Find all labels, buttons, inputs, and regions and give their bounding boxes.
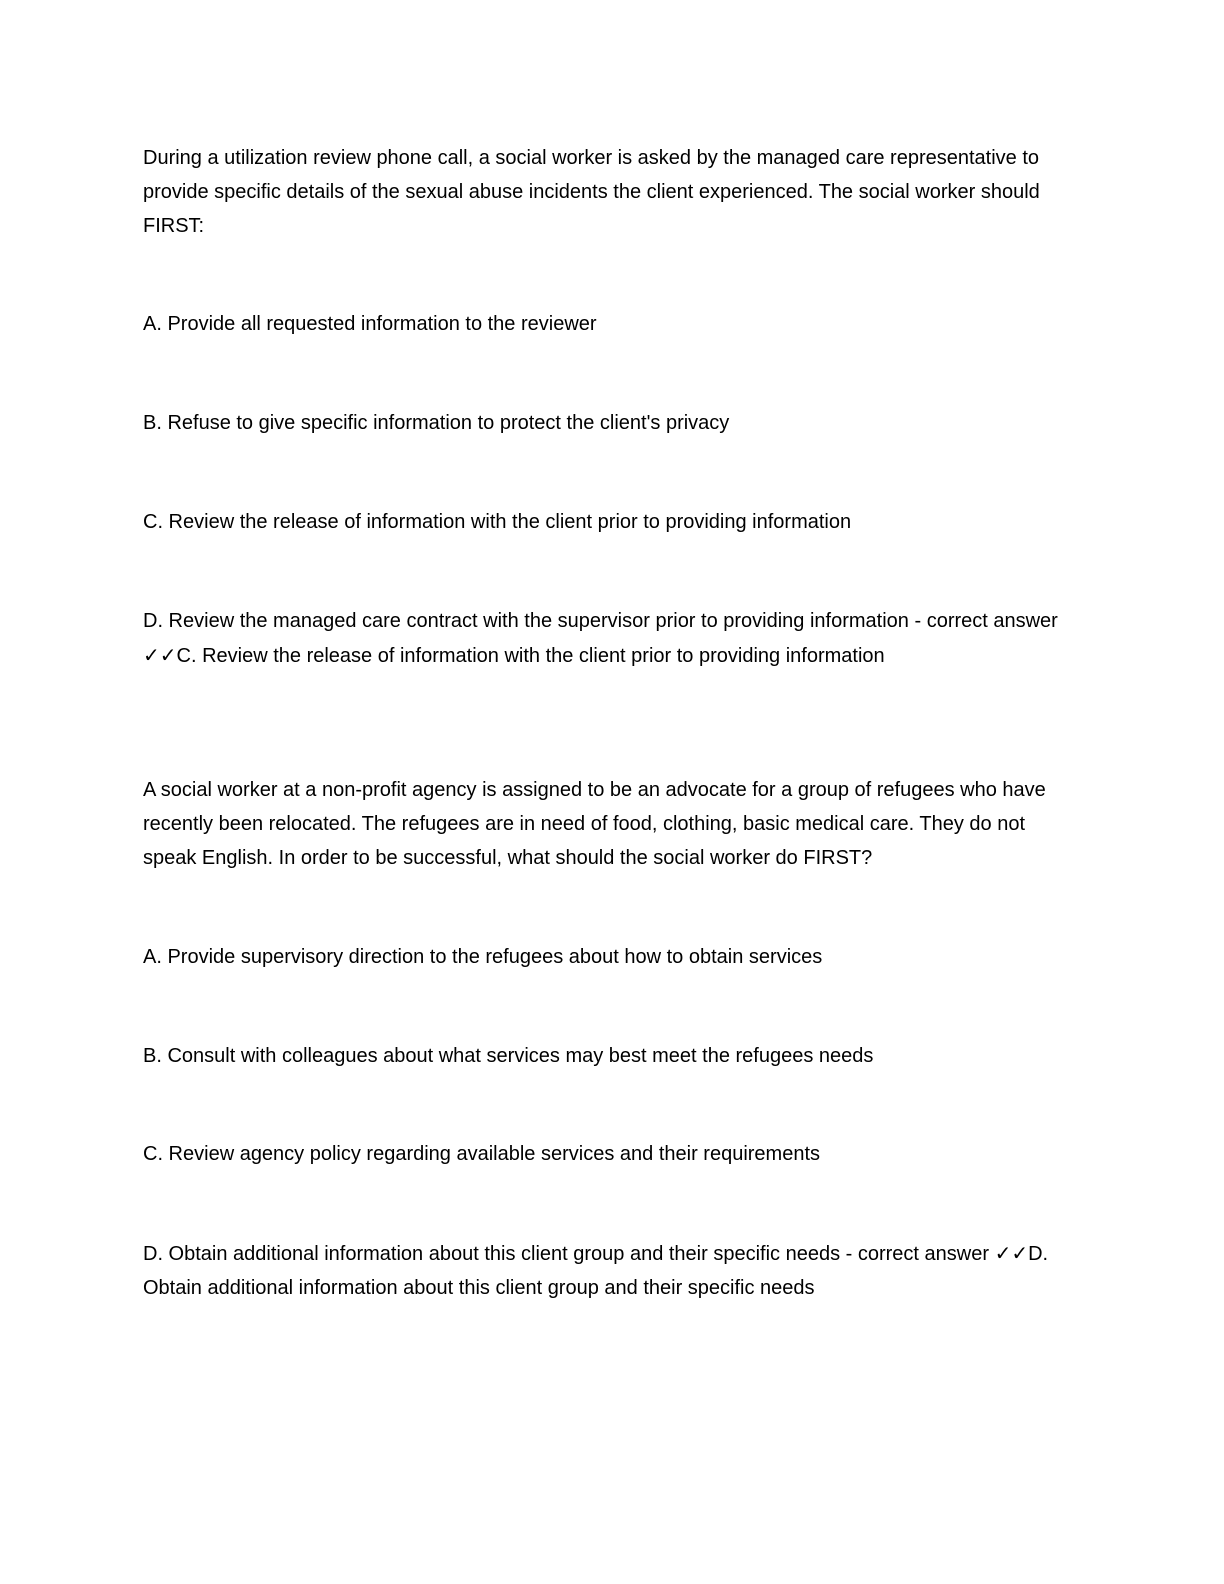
question-1-option-b: B. Refuse to give specific information to protect the client's privacy [143,412,730,434]
question-2-option-a: A. Provide supervisory direction to the refugees about how to obtain services [143,946,823,968]
question-2-option-c: C. Review agency policy regarding available services and their requirements [143,1143,821,1165]
check-mark-icon: ✓✓ [994,1241,1029,1265]
question-1-option-c: C. Review the release of information with the client prior to providing information [143,511,852,533]
check-mark-icon: ✓✓ [143,643,177,667]
question-2-option-d-with-answer [143,1236,1083,1305]
question-1-option-d: D. Review the managed care contract with the supervisor prior to providing information - correct answer [143,610,1058,632]
question-2-option-d: D. Obtain additional information about this client group and their specific needs - correct answer [143,1243,990,1265]
question-1-stem: During a utilization review phone call, a social worker is asked by the managed care representative to provide specific details of the sexual abuse incidents the client experienced. The social worker should FIRST: [143,147,1040,237]
question-2-option-b: B. Consult with colleagues about what services may best meet the refugees needs [143,1045,874,1067]
question-2-correct-answer: D. Obtain additional information about this client group and their specific needs [143,1243,1049,1299]
question-1-option-d-with-answer [143,604,1083,673]
question-1-option-a: A. Provide all requested information to the reviewer [143,313,597,335]
question-2-stem: A social worker at a non-profit agency is assigned to be an advocate for a group of refugees who have recently been relocated. The refugees are in need of food, clothing, basic medical care. They do not speak English. In order to be successful, what should the social worker do FIRST? [143,779,1046,869]
question-1-correct-answer: C. Review the release of information with the client prior to providing information [176,645,885,667]
